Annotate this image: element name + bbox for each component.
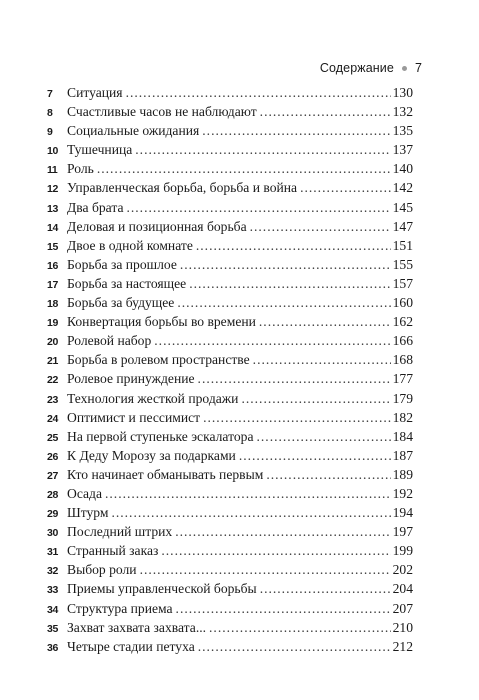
chapter-title: Борьба за прошлое — [67, 256, 177, 272]
chapter-page-number: 147 — [392, 218, 413, 234]
chapter-title-line — [67, 541, 391, 560]
chapter-title-line — [67, 599, 391, 618]
chapter-number: 23 — [47, 393, 58, 406]
dot-leader — [260, 579, 391, 598]
chapter-title-line — [67, 484, 391, 503]
chapter-number: 24 — [47, 412, 58, 425]
dot-leader — [105, 484, 391, 503]
dot-leader — [300, 178, 391, 197]
chapter-title: Счастливые часов не наблюдают — [67, 104, 257, 120]
chapter-title: Четыре стадии петуха — [67, 638, 195, 654]
chapter-page-number: 199 — [392, 543, 413, 559]
chapter-title: Тушечница — [67, 142, 133, 158]
chapter-number: 13 — [47, 202, 58, 215]
chapter-title-line — [67, 465, 391, 484]
chapter-page-number: 189 — [392, 466, 413, 482]
toc-entry — [47, 331, 413, 350]
chapter-title: Штурм — [67, 505, 109, 521]
toc-entry — [47, 236, 413, 255]
chapter-page-number: 184 — [392, 428, 413, 444]
dot-leader — [126, 198, 390, 217]
chapter-title-line — [67, 293, 391, 312]
chapter-page-number: 135 — [392, 123, 413, 139]
chapter-number: 20 — [47, 336, 58, 349]
toc-entry — [47, 541, 413, 560]
chapter-page-number: 151 — [392, 237, 413, 253]
chapter-number: 16 — [47, 259, 58, 272]
toc-entry — [47, 369, 413, 388]
dot-leader — [198, 637, 391, 656]
chapter-number: 7 — [47, 88, 53, 100]
chapter-page-number: 130 — [392, 85, 413, 100]
chapter-title-line — [67, 350, 391, 369]
chapter-page-number: 132 — [392, 104, 413, 120]
chapter-title-line — [67, 178, 391, 197]
chapter-title-line — [67, 121, 391, 140]
toc-entry — [47, 560, 413, 579]
toc-entry — [47, 427, 413, 446]
dot-leader — [126, 83, 391, 102]
chapter-title: Последний штрих — [67, 524, 173, 540]
dot-leader — [266, 465, 390, 484]
chapter-page-number: 168 — [392, 352, 413, 368]
dot-leader — [189, 274, 390, 293]
toc-entry — [47, 255, 413, 274]
chapter-title: Структура приема — [67, 600, 173, 616]
chapter-title: Конвертация борьбы во времени — [67, 314, 256, 330]
chapter-page-number: 177 — [392, 371, 413, 387]
chapter-page-number: 137 — [392, 142, 413, 158]
chapter-page-number: 145 — [392, 199, 413, 215]
chapter-title-line — [67, 159, 391, 178]
chapter-number: 26 — [47, 450, 58, 463]
chapter-title-line — [67, 255, 391, 274]
chapter-title: Управленческая борьба, борьба и война — [67, 180, 298, 196]
toc-entry — [47, 484, 413, 503]
dot-leader — [209, 618, 391, 637]
chapter-number: 21 — [47, 355, 58, 368]
chapter-number: 25 — [47, 431, 58, 444]
chapter-title-line — [67, 83, 391, 102]
chapter-title: Выбор роли — [67, 562, 137, 578]
toc-entry — [47, 217, 413, 236]
chapter-page-number: 187 — [392, 447, 413, 463]
dot-leader — [239, 446, 391, 465]
chapter-page-number: 179 — [392, 390, 413, 406]
chapter-number: 31 — [47, 546, 58, 559]
chapter-page-number: 192 — [392, 485, 413, 501]
chapter-number: 33 — [47, 584, 58, 597]
chapter-title: Ролевое принуждение — [67, 371, 195, 387]
chapter-number: 8 — [47, 107, 53, 120]
chapter-title: Осада — [67, 485, 102, 501]
chapter-number: 17 — [47, 278, 58, 291]
chapter-page-number: 140 — [392, 161, 413, 177]
dot-leader — [180, 255, 391, 274]
running-header — [320, 61, 422, 75]
chapter-title: К Деду Морозу за подарками — [67, 447, 236, 463]
toc-entry — [47, 465, 413, 484]
chapter-title: Борьба в ролевом пространстве — [67, 352, 250, 368]
toc-entry — [47, 446, 413, 465]
chapter-title: Захват захвата захвата... — [67, 619, 207, 635]
chapter-number: 29 — [47, 508, 58, 521]
dot-leader — [203, 408, 391, 427]
chapter-title: Технология жесткой продажи — [67, 390, 239, 406]
chapter-title: Два брата — [67, 199, 124, 215]
chapter-number: 9 — [47, 126, 53, 139]
chapter-title-line — [67, 427, 391, 446]
dot-leader — [241, 389, 390, 408]
chapter-title: Приемы управленческой борьбы — [67, 581, 257, 597]
toc-entry — [47, 522, 413, 541]
chapter-title: Странный заказ — [67, 543, 159, 559]
table-of-contents — [47, 83, 413, 656]
chapter-title-line — [67, 446, 391, 465]
dot-leader — [97, 159, 391, 178]
toc-entry — [47, 293, 413, 312]
chapter-page-number: 162 — [392, 314, 413, 330]
chapter-title-line — [67, 522, 391, 541]
chapter-page-number: 182 — [392, 409, 413, 425]
chapter-title: Двое в одной комнате — [67, 237, 193, 253]
chapter-title-line — [67, 408, 391, 427]
chapter-page-number: 157 — [392, 275, 413, 291]
chapter-title: Кто начинает обманывать первым — [67, 466, 264, 482]
dot-leader — [257, 427, 391, 446]
chapter-title-line — [67, 389, 391, 408]
toc-entry — [47, 140, 413, 159]
dot-leader — [260, 102, 391, 121]
chapter-number: 30 — [47, 527, 58, 540]
chapter-title: Оптимист и пессимист — [67, 409, 201, 425]
chapter-title: Борьба за настоящее — [67, 275, 187, 291]
section-title: Содержание — [319, 61, 394, 75]
chapter-title-line — [67, 198, 391, 217]
toc-entry — [47, 618, 413, 637]
bullet-dot-icon — [402, 66, 407, 71]
toc-entry — [47, 198, 413, 217]
chapter-number: 14 — [47, 221, 58, 234]
toc-entry — [47, 503, 413, 522]
toc-entry — [47, 274, 413, 293]
chapter-title: Деловая и позиционная борьба — [67, 218, 247, 234]
chapter-number: 27 — [47, 469, 58, 482]
dot-leader — [250, 217, 391, 236]
chapter-title-line — [67, 274, 391, 293]
chapter-title: Ситуация — [67, 85, 123, 100]
chapter-number: 12 — [47, 183, 58, 196]
chapter-page-number: 160 — [392, 295, 413, 311]
chapter-title-line — [67, 637, 391, 656]
dot-leader — [140, 560, 391, 579]
toc-entry — [47, 83, 413, 102]
chapter-page-number: 202 — [392, 562, 413, 578]
chapter-page-number: 142 — [392, 180, 413, 196]
dot-leader — [154, 331, 390, 350]
chapter-title-line — [67, 560, 391, 579]
chapter-number: 10 — [47, 145, 58, 158]
chapter-page-number: 155 — [392, 256, 413, 272]
chapter-number: 15 — [47, 240, 58, 253]
chapter-page-number: 166 — [392, 333, 413, 349]
chapter-title-line — [67, 331, 391, 350]
chapter-title-line — [67, 140, 391, 159]
chapter-title-line — [67, 579, 391, 598]
chapter-number: 19 — [47, 317, 58, 330]
chapter-title: Борьба за будущее — [67, 295, 175, 311]
chapter-title-line — [67, 102, 391, 121]
chapter-title-line — [67, 312, 391, 331]
dot-leader — [175, 522, 390, 541]
chapter-title: Социальные ожидания — [67, 123, 200, 139]
dot-leader — [196, 236, 391, 255]
dot-leader — [111, 503, 390, 522]
dot-leader — [253, 350, 391, 369]
toc-entry — [47, 637, 413, 656]
page-number: 7 — [414, 61, 422, 75]
chapter-page-number: 207 — [392, 600, 413, 616]
dot-leader — [177, 293, 390, 312]
chapter-number: 11 — [47, 164, 58, 177]
chapter-number: 18 — [47, 298, 58, 311]
toc-entry — [47, 350, 413, 369]
chapter-title-line — [67, 503, 391, 522]
toc-entry — [47, 121, 413, 140]
toc-entry — [47, 102, 413, 121]
toc-entry — [47, 178, 413, 197]
chapter-title-line — [67, 618, 391, 637]
chapter-page-number: 212 — [392, 638, 413, 654]
toc-entry — [47, 312, 413, 331]
chapter-number: 28 — [47, 488, 58, 501]
chapter-title-line — [67, 217, 391, 236]
chapter-title-line — [67, 236, 391, 255]
chapter-number: 36 — [47, 641, 58, 654]
dot-leader — [198, 369, 391, 388]
chapter-number: 34 — [47, 603, 58, 616]
chapter-page-number: 194 — [392, 505, 413, 521]
toc-entry — [47, 389, 413, 408]
dot-leader — [176, 599, 391, 618]
chapter-page-number: 197 — [392, 524, 413, 540]
chapter-title: Роль — [67, 161, 94, 177]
toc-entry — [47, 408, 413, 427]
chapter-number: 22 — [47, 374, 58, 387]
chapter-title: Ролевой набор — [67, 333, 152, 349]
dot-leader — [259, 312, 391, 331]
dot-leader — [161, 541, 390, 560]
chapter-page-number: 210 — [392, 619, 413, 635]
toc-entry — [47, 159, 413, 178]
toc-entry — [47, 599, 413, 618]
chapter-page-number: 204 — [392, 581, 413, 597]
chapter-number: 35 — [47, 622, 58, 635]
chapter-title-line — [67, 369, 391, 388]
dot-leader — [202, 121, 390, 140]
dot-leader — [135, 140, 390, 159]
chapter-title: На первой ступеньке эскалатора — [67, 428, 254, 444]
toc-entry — [47, 579, 413, 598]
chapter-number: 32 — [47, 565, 58, 578]
